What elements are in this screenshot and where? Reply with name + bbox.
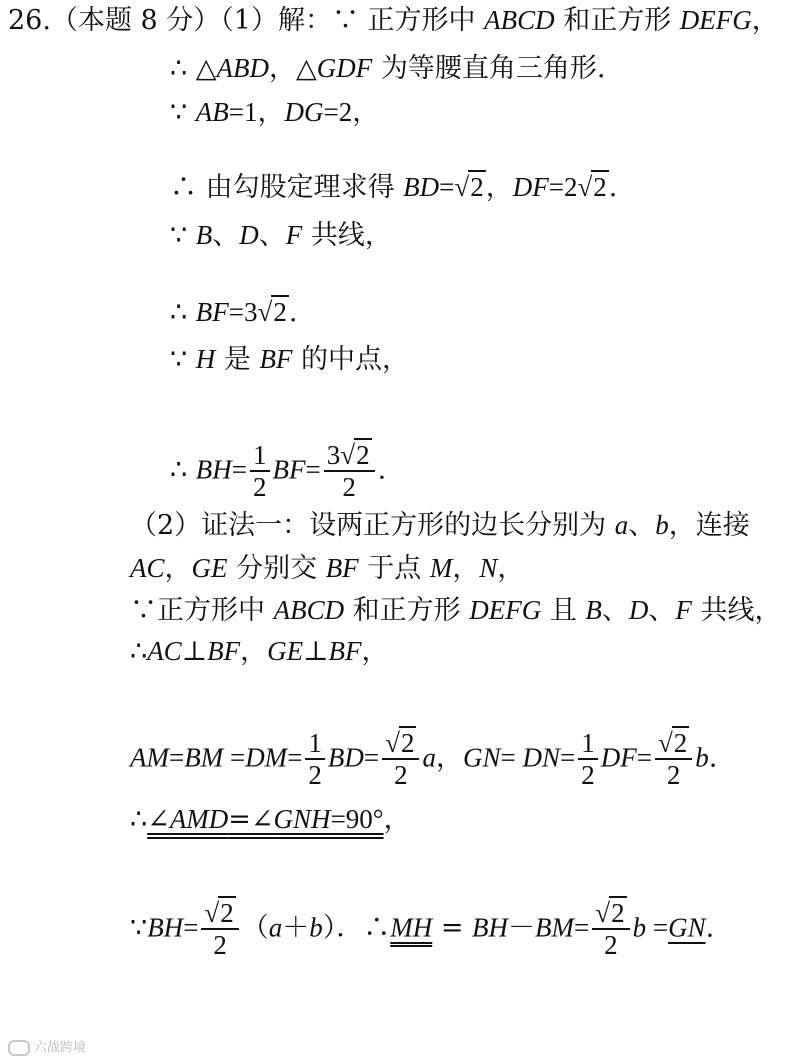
var: BF <box>207 636 241 666</box>
var: N <box>479 553 498 583</box>
denominator: 2 <box>213 930 227 960</box>
line-collinear <box>170 218 392 252</box>
denominator: 2 <box>394 760 408 790</box>
text: 共线， <box>691 595 782 626</box>
text: （2）证法一：设两正方形的边长分别为 <box>130 510 615 541</box>
text: 且 <box>541 595 586 626</box>
line-midpoint <box>170 342 409 376</box>
text: ∵ <box>170 344 196 375</box>
var: BF <box>195 297 229 327</box>
var: BF <box>325 553 359 583</box>
var: DM <box>245 742 288 773</box>
text: 和正方形 <box>344 595 470 626</box>
numerator: 1 <box>578 728 598 760</box>
var: AMD <box>169 804 229 834</box>
fraction <box>592 898 629 960</box>
sqrt-arg: 2 <box>673 728 688 758</box>
fraction <box>655 728 692 790</box>
var: GN <box>462 742 501 773</box>
text: ∴ <box>130 636 148 667</box>
text: = <box>305 454 321 485</box>
text: ， <box>240 636 268 667</box>
double-underlined-equation <box>147 804 383 835</box>
text: ）．∴ <box>322 912 391 944</box>
var: BD <box>403 172 440 202</box>
text: 、 <box>601 595 629 626</box>
var: GE <box>191 553 228 583</box>
line-half-diagonals <box>130 728 718 790</box>
var: BF <box>272 454 306 485</box>
var: b <box>309 912 323 943</box>
sqrt <box>258 295 289 329</box>
text: 、 <box>212 220 240 251</box>
line-bf <box>170 295 297 329</box>
sqrt-arg: 2 <box>400 728 415 758</box>
text: ， <box>383 804 411 835</box>
header-text: 26.（本题 8 分）（1）解：∵ 正方形中 <box>8 5 485 36</box>
var: DG <box>284 97 324 127</box>
var: H <box>195 344 216 374</box>
var: AC <box>147 636 182 666</box>
line-mh-equals-gn <box>130 898 715 960</box>
denominator: 2 <box>604 930 618 960</box>
var: BF <box>259 344 293 374</box>
text: ， <box>452 553 480 584</box>
text: =2， <box>323 97 380 127</box>
sqrt <box>454 170 485 204</box>
var: DEFG <box>469 595 542 625</box>
line-problem-header <box>8 3 779 37</box>
text: = <box>636 742 652 773</box>
text: － <box>508 912 536 944</box>
numerator <box>324 440 375 472</box>
var: AM <box>130 742 169 773</box>
text: =∠ <box>228 804 274 835</box>
var: a <box>422 742 436 773</box>
var: D <box>628 595 649 625</box>
denominator: 2 <box>666 760 681 790</box>
fraction <box>201 898 238 960</box>
text: ∵ <box>170 97 196 128</box>
var: b <box>632 912 647 943</box>
text: ， <box>497 553 525 584</box>
denominator: 2 <box>308 760 322 790</box>
var: B <box>195 220 213 250</box>
var: DF <box>512 172 549 202</box>
line-bh <box>170 440 387 502</box>
text: . <box>288 297 298 328</box>
line-isosceles <box>170 51 605 85</box>
text: 分别交 <box>227 553 326 584</box>
text: ∴ <box>170 297 196 328</box>
sqrt <box>340 440 371 470</box>
line-perpendicular <box>130 634 389 668</box>
denominator: 2 <box>581 760 595 790</box>
text: 为等腰直角三角形. <box>372 53 606 84</box>
text: = <box>646 912 669 943</box>
line-because-squares <box>130 593 782 627</box>
sqrt <box>385 728 416 758</box>
numerator <box>592 898 629 930</box>
text: 、 <box>258 220 286 251</box>
text: = <box>168 742 185 773</box>
text: . <box>377 454 387 486</box>
text: ∴ <box>130 804 148 835</box>
sqrt-arg: 2 <box>273 297 287 327</box>
sqrt <box>595 898 626 928</box>
sqrt <box>658 728 689 758</box>
watermark-logo-icon <box>8 1040 30 1056</box>
var: F <box>285 220 303 250</box>
text: = <box>231 454 247 485</box>
text: ， <box>435 742 463 774</box>
watermark-text: 六战跨境 <box>34 1040 87 1056</box>
text: 是 <box>215 344 260 375</box>
numerator: 1 <box>305 728 325 760</box>
var: D <box>239 220 259 250</box>
var-defg: DEFG <box>679 5 752 35</box>
numerator <box>382 728 419 760</box>
fraction <box>250 440 270 502</box>
text: ∴ <box>170 454 196 486</box>
text: ∴ 由勾股定理求得 <box>170 172 404 203</box>
text: ， <box>751 5 779 36</box>
watermark <box>8 1040 86 1057</box>
line-right-angles <box>130 802 411 836</box>
var: BD <box>327 742 364 773</box>
line-given-lengths <box>170 95 379 129</box>
text: ＋ <box>282 912 310 944</box>
var: B <box>585 595 602 625</box>
text: = <box>439 172 455 202</box>
text: ， <box>361 636 389 667</box>
var: AC <box>130 553 165 583</box>
sqrt-arg: 2 <box>356 440 370 470</box>
var-mh: MH <box>390 912 433 943</box>
var-abcd: ABCD <box>484 5 555 35</box>
sqrt-symbol: √ <box>340 440 356 470</box>
text: . <box>608 172 618 203</box>
sqrt <box>577 170 608 204</box>
var: a <box>268 912 283 943</box>
var-gn: GN <box>668 912 706 943</box>
text: . <box>705 912 715 944</box>
sqrt-symbol: √ <box>204 898 220 928</box>
text: 于点 <box>358 553 430 584</box>
sqrt-arg: 2 <box>593 172 607 202</box>
text: ∵正方形中 <box>130 595 274 626</box>
var: GE <box>267 636 304 666</box>
text: = <box>574 912 590 943</box>
var: ABCD <box>273 595 345 625</box>
numerator: 1 <box>250 440 270 472</box>
var: F <box>675 595 692 625</box>
var: DN <box>522 742 560 773</box>
text: = <box>183 912 199 943</box>
text: 共线， <box>302 220 392 251</box>
text: ⊥ <box>303 636 329 667</box>
sqrt-symbol: √ <box>595 898 611 928</box>
numerator <box>201 898 238 930</box>
text: . <box>708 742 718 774</box>
line-pythagoras <box>170 170 617 204</box>
text: ∵ <box>170 220 196 251</box>
sqrt-symbol: √ <box>257 297 273 327</box>
var: GDF <box>316 53 373 83</box>
text: = <box>287 742 303 773</box>
var: b <box>655 510 669 540</box>
var: BH <box>195 454 232 485</box>
sqrt-arg: 2 <box>220 898 234 928</box>
text: 和正方形 <box>554 5 680 36</box>
text: = <box>363 742 380 773</box>
var: b <box>695 742 709 773</box>
var: DF <box>600 742 637 773</box>
var: a <box>614 510 629 540</box>
coef: 3 <box>326 440 341 470</box>
text: ∴ △ <box>170 53 217 84</box>
fraction <box>305 728 325 790</box>
sqrt-symbol: √ <box>657 728 673 758</box>
sqrt-symbol: √ <box>454 172 470 202</box>
denominator: 2 <box>342 472 356 502</box>
sqrt-arg: 2 <box>611 898 625 928</box>
text: = <box>223 742 246 773</box>
text: ，连接 <box>668 510 750 541</box>
line-part2-intro <box>130 508 750 542</box>
text: = <box>500 742 523 773</box>
fraction <box>578 728 598 790</box>
var: M <box>429 553 453 583</box>
text: （ <box>241 912 269 944</box>
text: = <box>560 742 576 773</box>
sqrt <box>204 898 235 928</box>
var: BM <box>184 742 224 773</box>
fraction <box>382 728 419 790</box>
text: 、 <box>648 595 676 626</box>
fraction <box>324 440 375 502</box>
text: 、 <box>628 510 656 541</box>
var: BH <box>147 912 184 943</box>
text: = <box>432 912 473 944</box>
text: 的中点， <box>292 344 410 375</box>
numerator <box>655 728 692 760</box>
sqrt-symbol: √ <box>385 728 400 758</box>
var: AB <box>195 97 229 127</box>
text: =3 <box>228 297 258 327</box>
text: ，△ <box>269 53 317 84</box>
var: BH <box>472 912 509 943</box>
var: BM <box>535 912 575 943</box>
sqrt-arg: 2 <box>470 172 484 202</box>
text: ， <box>485 172 513 203</box>
var: BF <box>328 636 362 666</box>
var: ABD <box>216 53 270 83</box>
text: =90° <box>330 804 384 834</box>
sqrt-symbol: √ <box>577 172 593 202</box>
text: ∵ <box>130 912 148 944</box>
var: GNH <box>273 804 331 834</box>
denominator: 2 <box>253 472 267 502</box>
text: ⊥ <box>181 636 208 667</box>
line-intersections <box>130 551 524 585</box>
text: ， <box>164 553 192 584</box>
angle-symbol: ∠ <box>147 804 170 835</box>
text: =2 <box>548 172 578 202</box>
text: =1， <box>228 97 285 127</box>
